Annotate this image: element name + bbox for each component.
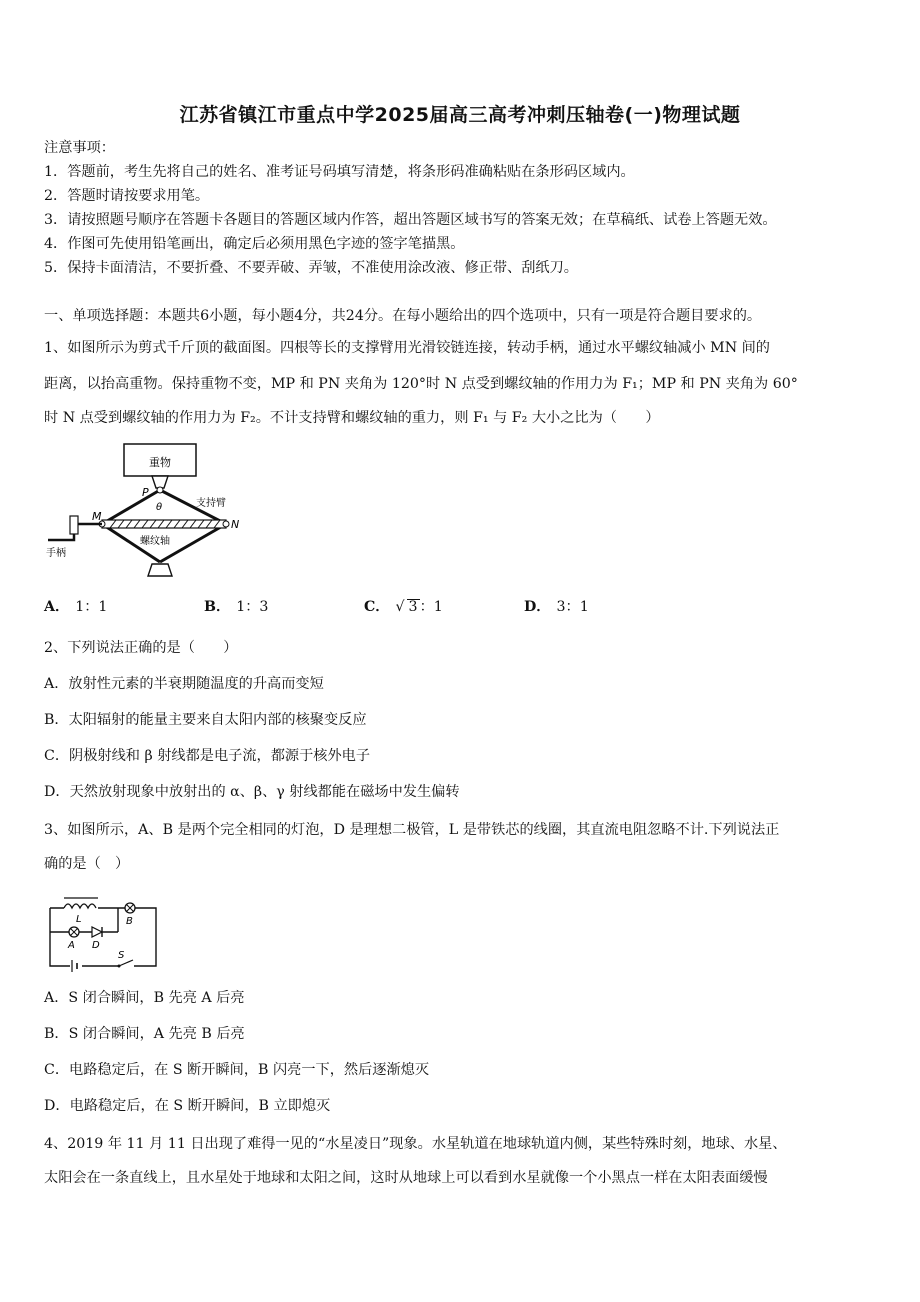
question-3-option: A．S 闭合瞬间，B 先亮 A 后亮 — [44, 990, 245, 1006]
option-d: D． 3：1 — [524, 599, 589, 615]
notice-heading: 注意事项： — [44, 140, 115, 156]
scissor-jack-figure — [44, 440, 254, 580]
label-handle: 手柄 — [46, 548, 66, 559]
label-m: M — [92, 510, 102, 523]
arm-mp — [102, 490, 163, 524]
top-pad — [152, 476, 168, 488]
question-4-line: 太阳会在一条直线上，且水星处于地球和太阳之间，这时从地球上可以看到水星就像一个小黑点一样在太阳表面缓慢 — [44, 1170, 768, 1186]
question-1-line: 距离，以抬高重物。保持重物不变，MP 和 PN 夹角为 120°时 N 点受到螺纹轴的作用力为 F₁；MP 和 PN 夹角为 60° — [44, 376, 798, 392]
circuit-wire — [50, 908, 156, 966]
question-2-option: B．太阳辐射的能量主要来自太阳内部的核聚变反应 — [44, 712, 367, 728]
question-2-option: D．天然放射现象中放射出的 α、β、γ 射线都能在磁场中发生偏转 — [44, 784, 460, 800]
question-1-options — [44, 596, 884, 618]
notice-item: 2．答题时请按要求用笔。 — [44, 188, 210, 204]
notice-item: 3．请按照题号顺序在答题卡各题目的答题区域内作答，超出答题区域书写的答案无效；在草稿纸、试卷上答题无效。 — [44, 212, 777, 228]
label-l: L — [76, 914, 82, 925]
question-3-line: 确的是（ ） — [44, 856, 130, 872]
question-3-option: D．电路稳定后，在 S 断开瞬间，B 立即熄灭 — [44, 1098, 331, 1114]
joint-p — [157, 487, 163, 493]
question-2-stem: 2、下列说法正确的是（ ） — [44, 640, 238, 656]
diode-d — [92, 927, 102, 937]
weight-label: 重物 — [149, 456, 171, 469]
question-3-option: C．电路稳定后，在 S 断开瞬间，B 闪亮一下，然后逐渐熄灭 — [44, 1062, 430, 1078]
label-p: P — [142, 486, 149, 499]
circuit-figure — [44, 886, 164, 976]
question-3-option: B．S 闭合瞬间，A 先亮 B 后亮 — [44, 1026, 245, 1042]
label-n: N — [231, 518, 240, 531]
label-a: A — [68, 940, 75, 951]
notice-item: 1．答题前，考生先将自己的姓名、准考证号码填写清楚，将条形码准确粘贴在条形码区域内。 — [44, 164, 635, 180]
base-pad — [148, 564, 172, 576]
handle-grip — [70, 516, 78, 534]
label-d: D — [92, 940, 100, 951]
label-theta: θ — [156, 502, 163, 513]
question-2-option: A．放射性元素的半衰期随温度的升高而变短 — [44, 676, 324, 692]
question-3-line: 3、如图所示，A、B 是两个完全相同的灯泡，D 是理想二极管，L 是带铁芯的线圈，其直流电阻忽略不计.下列说法正 — [44, 822, 780, 838]
notice-item: 4．作图可先使用铅笔画出，确定后必须用黑色字迹的签字笔描黑。 — [44, 236, 465, 252]
label-screw: 螺纹轴 — [140, 536, 170, 547]
option-a: A． 1：1 — [44, 599, 108, 615]
label-arm: 支持臂 — [196, 498, 226, 509]
section-heading: 一、单项选择题：本题共6小题，每小题4分，共24分。在每小题给出的四个选项中，只有一项是符合题目要求的。 — [44, 308, 762, 324]
label-b: B — [126, 916, 133, 927]
notice-item: 5．保持卡面清洁，不要折叠、不要弄破、弄皱，不准使用涂改液、修正带、刮纸刀。 — [44, 260, 578, 276]
label-s: S — [118, 950, 125, 961]
option-c: C． √ 3 ：1 — [364, 599, 443, 615]
question-1-line: 时 N 点受到螺纹轴的作用力为 F₂。不计支持臂和螺纹轴的重力，则 F₁ 与 F₂ 大小之比为（ ） — [44, 410, 660, 426]
question-4-line: 4、2019 年 11 月 11 日出现了难得一见的“水星凌日”现象。水星轨道在地球轨道内侧，某些特殊时刻，地球、水星、 — [44, 1136, 787, 1152]
option-b: B． 1：3 — [204, 599, 269, 615]
page-title: 江苏省镇江市重点中学2025届高三高考冲刺压轴卷(一)物理试题 — [179, 104, 741, 126]
question-2-option: C．阴极射线和 β 射线都是电子流，都源于核外电子 — [44, 748, 371, 764]
question-1-line: 1、如图所示为剪式千斤顶的截面图。四根等长的支撑臂用光滑铰链连接，转动手柄，通过水平螺纹轴减小 MN 间的 — [44, 340, 770, 356]
joint-n — [223, 521, 229, 527]
